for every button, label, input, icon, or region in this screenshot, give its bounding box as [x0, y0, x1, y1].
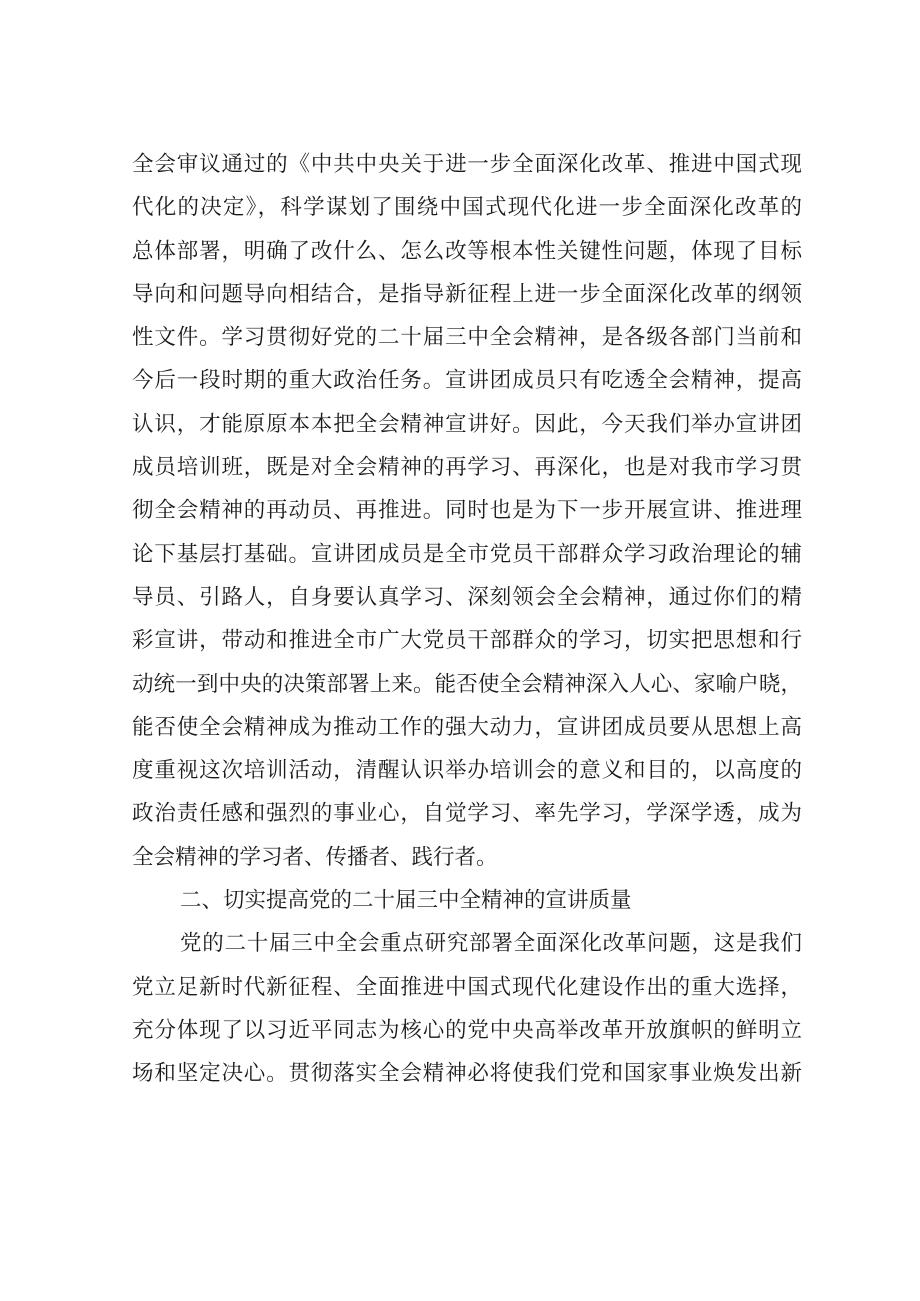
paragraph-line: 全会精神的学习者、传播者、践行者。 — [132, 844, 498, 870]
paragraph-line: 场和坚定决心。贯彻落实全会精神必将使我们党和国家事业焕发出新 — [132, 1061, 802, 1087]
paragraph-line: 彻全会精神的再动员、再推进。同时也是为下一步开展宣讲、推进理 — [132, 498, 802, 524]
paragraph-line: 导向和问题导向相结合，是指导新征程上进一步全面深化改革的纲领 — [132, 281, 802, 307]
paragraph-line: 度重视这次培训活动，清醒认识举办培训会的意义和目的，以高度的 — [132, 758, 802, 784]
paragraph-2 — [132, 922, 802, 1095]
paragraph-line: 党立足新时代新征程、全面推进中国式现代化建设作出的重大选择， — [132, 974, 802, 1000]
paragraph-line: 党的二十届三中全会重点研究部署全面深化改革问题，这是我们 — [180, 931, 802, 957]
paragraph-line: 彩宣讲，带动和推进全市广大党员干部群众的学习，切实把思想和行 — [132, 628, 802, 654]
document-body — [132, 143, 802, 1096]
paragraph-line: 导员、引路人，自身要认真学习、深刻领会全会精神，通过你们的精 — [132, 584, 802, 610]
section-heading: 二、切实提高党的二十届三中全精神的宣讲质量 — [180, 888, 632, 914]
paragraph-line: 政治责任感和强烈的事业心，自觉学习、率先学习，学深学透，成为 — [132, 801, 802, 827]
paragraph-line: 代化的决定》，科学谋划了围绕中国式现代化进一步全面深化改革的 — [132, 195, 802, 221]
paragraph-line: 能否使全会精神成为推动工作的强大动力，宣讲团成员要从思想上高 — [132, 714, 802, 740]
paragraph-line: 全会审议通过的《中共中央关于进一步全面深化改革、推进中国式现 — [132, 152, 802, 177]
paragraph-line: 认识，才能原原本本把全会精神宣讲好。因此，今天我们举办宣讲团 — [132, 411, 802, 437]
paragraph-line: 论下基层打基础。宣讲团成员是全市党员干部群众学习政治理论的辅 — [132, 541, 802, 567]
paragraph-line: 总体部署，明确了改什么、怎么改等根本性关键性问题，体现了目标 — [132, 238, 802, 264]
paragraph-1 — [132, 143, 802, 879]
paragraph-line: 今后一段时期的重大政治任务。宣讲团成员只有吃透全会精神，提高 — [132, 368, 802, 394]
paragraph-line: 性文件。学习贯彻好党的二十届三中全会精神，是各级各部门当前和 — [132, 325, 802, 351]
paragraph-line: 充分体现了以习近平同志为核心的党中央高举改革开放旗帜的鲜明立 — [132, 1017, 802, 1043]
paragraph-line: 动统一到中央的决策部署上来。能否使全会精神深入人心、家喻户晓， — [132, 671, 802, 697]
paragraph-line: 成员培训班，既是对全会精神的再学习、再深化，也是对我市学习贯 — [132, 455, 802, 481]
